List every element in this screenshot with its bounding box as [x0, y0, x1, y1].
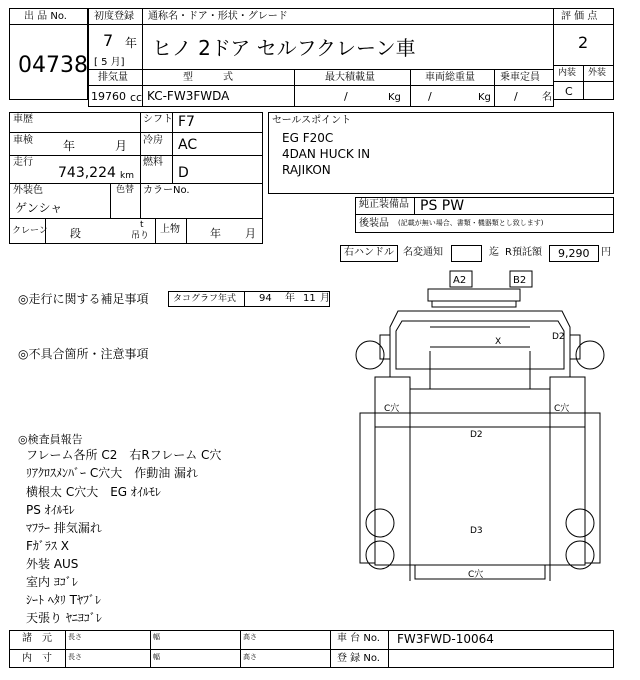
gross-weight-label: 車両総重量	[425, 72, 475, 83]
color: ゲンシャ	[15, 201, 63, 215]
width-label-2: 幅	[153, 653, 160, 661]
mark-c-hole-left: C穴	[384, 404, 400, 414]
gross-weight: /	[428, 90, 432, 103]
color-no-label: 色替	[116, 185, 135, 195]
tacho-year: 94	[259, 293, 272, 304]
inspector-line-10: 天張り ﾔﾆﾖｺﾞﾚ	[26, 611, 102, 625]
tachograph-label: タコグラフ年式	[173, 294, 237, 304]
selling-point-1: EG F20C	[282, 131, 334, 145]
aftermarket-label: 後装品	[359, 218, 389, 229]
mileage-unit: km	[120, 171, 134, 181]
first-reg-year-unit: 年	[125, 36, 138, 50]
mark-c-hole-right: C穴	[554, 404, 570, 414]
fuel: D	[178, 165, 189, 181]
deck-label: 上物	[160, 224, 180, 235]
model-name: ヒノ 2ドア セルフクレーン車	[152, 36, 416, 60]
color-code-label: カラーNo.	[143, 185, 190, 196]
mark-d2-right: D2	[552, 332, 565, 342]
inspector-line-3: 横根太 C穴大 EG ｵｲﾙﾓﾚ	[26, 485, 161, 499]
supplement-label: ◎走行に関する補足事項	[18, 292, 149, 306]
width-label-1: 幅	[153, 633, 160, 641]
tacho-month: 11	[303, 293, 316, 304]
inspection-label: 車検	[13, 135, 33, 146]
grade-label: 評 価 点	[561, 11, 598, 22]
mileage-label: 走行	[13, 157, 33, 168]
interior-label: 内装	[558, 68, 577, 78]
crane-lift-unit: 吊り	[131, 231, 150, 241]
name-change-field	[451, 245, 482, 262]
genuine-label: 純正装備品	[359, 199, 409, 210]
inspector-line-5: ﾏﾌﾗｰ 排気漏れ	[26, 521, 102, 535]
ac-label: 冷房	[143, 135, 163, 146]
mark-d3: D3	[470, 526, 483, 536]
inspector-line-2: ﾘｱｸﾛｽﾒﾝﾊﾞｰ C穴大 作動油 漏れ	[26, 466, 199, 480]
length-label-2: 長さ	[68, 653, 82, 661]
interior-dim-label: 内 寸	[22, 653, 52, 664]
history-label: 車歴	[13, 114, 33, 125]
displacement-label: 排気量	[98, 72, 128, 83]
exterior-label: 外装	[588, 68, 607, 78]
displacement-unit: cc	[130, 91, 143, 104]
inspector-label: ◎検査員報告	[18, 433, 83, 446]
max-load-unit: Kg	[388, 92, 401, 103]
mileage: 743,224	[58, 165, 116, 181]
model-code-label: 型 式	[183, 72, 233, 83]
first-reg-label: 初度登録	[94, 11, 134, 22]
mark-a2: A2	[453, 275, 467, 286]
tacho-year-unit: 年	[285, 293, 295, 304]
max-load: /	[344, 90, 348, 103]
r-date-label: R預託額	[505, 247, 542, 258]
first-reg-year: 7	[103, 31, 114, 50]
r-amount: 9,290	[558, 247, 590, 260]
capacity-unit: 名	[542, 92, 552, 103]
inspector-line-1: フレーム各所 C2 右Rフレーム C穴	[26, 448, 222, 462]
shift-label: シフト	[143, 114, 173, 125]
mark-c-hole-bottom: C穴	[468, 570, 484, 580]
reg-label: 登 録 No.	[337, 653, 380, 664]
grade: 2	[578, 33, 589, 52]
spec-label-row	[88, 69, 554, 86]
length-label-1: 長さ	[68, 633, 82, 641]
interior-grade: C	[565, 85, 573, 98]
selling-point-2: 4DAN HUCK IN	[282, 147, 371, 161]
inspector-line-4: PS ｵｲﾙﾓﾚ	[26, 503, 75, 517]
deck-year-unit: 年	[210, 227, 221, 240]
r-unit: 円	[601, 247, 611, 258]
capacity: /	[514, 90, 518, 103]
truck-diagram	[340, 265, 620, 630]
chassis: FW3FWD-10064	[397, 632, 494, 646]
crane-stage-unit: 段	[70, 227, 81, 240]
capacity-label: 乗車定員	[500, 72, 540, 83]
crane-t: t	[140, 220, 144, 230]
displacement: 19760	[91, 90, 126, 103]
height-label-1: 高さ	[243, 633, 257, 641]
max-load-label: 最大積載量	[325, 72, 375, 83]
ac: AC	[178, 137, 198, 153]
shift: F7	[178, 114, 195, 130]
spec-footer-label: 諸 元	[22, 633, 52, 644]
gross-weight-unit: Kg	[478, 92, 491, 103]
color-label: 外装色	[13, 185, 43, 196]
genuine: PS PW	[420, 198, 465, 214]
tacho-month-unit: 月	[320, 293, 330, 304]
chassis-label: 車 台 No.	[337, 633, 380, 644]
first-reg-month: [ 5 月]	[94, 57, 125, 68]
fuel-label: 燃料	[143, 157, 163, 168]
inspector-line-9: ｼｰﾄ ﾍﾀﾘ Tﾔﾌﾞﾚ	[26, 593, 101, 607]
selling-point-3: RAJIKON	[282, 163, 331, 177]
rhd: 右ハンドル	[344, 247, 394, 258]
name-change-label: 名変通知	[403, 247, 443, 258]
lot-no-label: 出 品 No.	[24, 11, 67, 22]
inspector-line-8: 室内 ﾖｺﾞﾚ	[26, 575, 78, 589]
inspection-month-unit: 月	[115, 139, 128, 153]
model-code: KC-FW3FWDA	[147, 89, 230, 103]
lot-no: 04738	[18, 53, 88, 78]
crane-label: クレーン	[12, 226, 48, 236]
deadline-label: 迄	[489, 247, 499, 258]
model-name-label: 通称名・ドア・形状・グレード	[148, 11, 288, 22]
selling-points-label: セールスポイント	[272, 115, 352, 126]
mark-x: X	[495, 337, 502, 347]
height-label-2: 高さ	[243, 653, 257, 661]
inspector-line-7: 外装 AUS	[26, 557, 79, 571]
aftermarket-note: (記載が無い場合、書類・機器類とし致します)	[398, 219, 544, 227]
inspector-line-6: Fｶﾞﾗｽ X	[26, 539, 69, 553]
defects-label: ◎不具合箇所・注意事項	[18, 347, 149, 361]
mark-b2: B2	[513, 275, 527, 286]
inspection-year-unit: 年	[63, 139, 76, 153]
exterior-grade-cell	[583, 81, 614, 100]
mark-d2-center: D2	[470, 430, 483, 440]
deck-month-unit: 月	[245, 227, 256, 240]
